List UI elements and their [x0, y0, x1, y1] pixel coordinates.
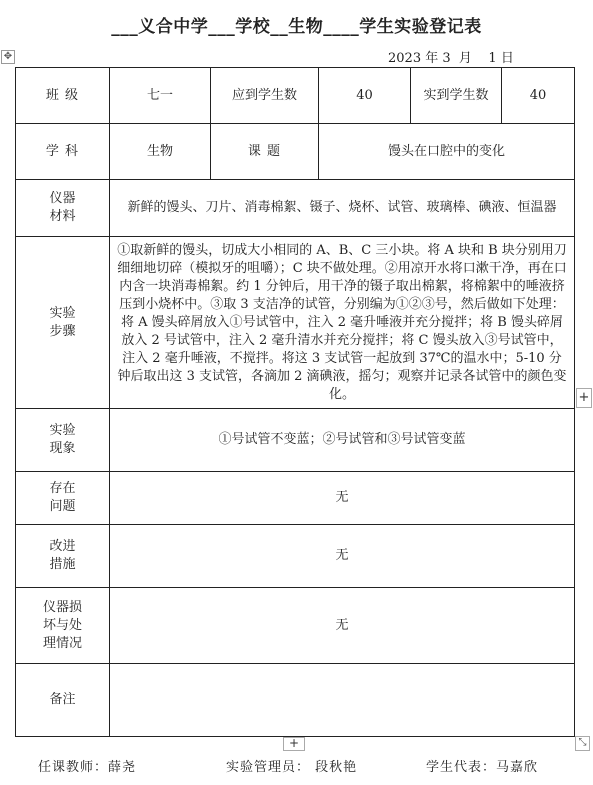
problems-label-line1: 存在 [49, 481, 76, 496]
damage-value[interactable]: 无 [110, 588, 575, 664]
problems-row [16, 472, 575, 525]
expected-count-value[interactable]: 40 [319, 68, 411, 124]
improvements-label-line2: 措施 [49, 557, 76, 572]
steps-row [16, 237, 575, 409]
class-label: 班 级 [16, 68, 110, 124]
phenomenon-row [16, 409, 575, 472]
steps-label-line2: 步骤 [49, 323, 76, 339]
steps-value[interactable]: ①取新鲜的馒头，切成大小相同的 A、B、C 三小块。将 A 块和 B 块分别用刀细细地切碎（模拟牙的咀嚼）；C 块不做处理。②用凉开水将口漱干净，再在口内含一块消毒棉絮。约 1 分钟后，用干净的镊子取出棉絮，将棉絮中的唾液挤压到小烧杯中。③取 3 支洁净的试管，分别编为①②③号，然后做如下处理：将 A 馒头碎屑放入①号试管中，注入 2 毫升唾液并充分搅拌；将 B 馒头碎屑放入 2 号试管中，注入 2 毫升清水并充分搅拌；将 C 馒头放入③号试管中，注入 2 毫升唾液，不搅拌。将这 3 支试管一起放到 37℃的温水中；5-10 分钟后取出这 3 支试管，各滴加 2 滴碘液，摇匀；观察并记录各试管中的颜色变化。 [110, 237, 575, 409]
problems-value[interactable]: 无 [110, 472, 575, 525]
damage-label [16, 588, 110, 664]
damage-label-line2: 坏与处 [42, 617, 82, 633]
table-resize-icon[interactable]: ⤡ [575, 736, 590, 751]
equipment-label-line1: 仪器 [49, 191, 76, 206]
actual-count-value[interactable]: 40 [502, 68, 575, 124]
actual-count-label: 实到学生数 [411, 68, 502, 124]
phenomenon-value[interactable]: ①号试管不变蓝；②号试管和③号试管变蓝 [110, 409, 575, 472]
problems-label-line2: 问题 [49, 499, 76, 514]
table-move-icon[interactable]: ✥ [1, 50, 15, 64]
notes-label: 备注 [16, 664, 110, 737]
improvements-label-line1: 改进 [49, 539, 76, 554]
class-value[interactable]: 七一 [110, 68, 211, 124]
phenomenon-label-line1: 实验 [49, 423, 76, 438]
phenomenon-label [16, 409, 110, 472]
document-title: ___义合中学___学校__生物____学生实验登记表 [111, 17, 482, 37]
topic-value[interactable]: 馒头在口腔中的变化 [319, 124, 575, 180]
expected-count-label: 应到学生数 [211, 68, 319, 124]
notes-row [16, 664, 575, 737]
improvements-label [16, 525, 110, 588]
steps-label [16, 237, 110, 409]
subject-value[interactable]: 生物 [110, 124, 211, 180]
equipment-value[interactable]: 新鲜的馒头、刀片、消毒棉絮、镊子、烧杯、试管、玻璃棒、碘液、恒温器 [110, 180, 575, 237]
student-representative: 学生代表：马嘉欣 [426, 760, 539, 775]
steps-label-line1: 实验 [49, 305, 76, 321]
topic-label: 课 题 [211, 124, 319, 180]
class-row [16, 68, 575, 124]
registration-table [15, 67, 575, 737]
add-column-plus-icon[interactable]: + [576, 388, 592, 408]
record-date: 2023 年 3 月 1 日 [388, 51, 514, 66]
subject-row [16, 124, 575, 180]
equipment-row [16, 180, 575, 237]
improvements-row [16, 525, 575, 588]
problems-label [16, 472, 110, 525]
notes-value[interactable] [110, 664, 575, 737]
equipment-label-line2: 材料 [49, 209, 76, 224]
equipment-label [16, 180, 110, 237]
damage-row [16, 588, 575, 664]
subject-label: 学 科 [16, 124, 110, 180]
improvements-value[interactable]: 无 [110, 525, 575, 588]
damage-label-line1: 仪器损 [42, 599, 82, 615]
damage-label-line3: 理情况 [42, 635, 82, 651]
manager-signature: 实验管理员： 段秋艳 [226, 760, 358, 775]
teacher-signature: 任课教师：薛尧 [38, 760, 137, 775]
phenomenon-label-line2: 现象 [49, 441, 76, 456]
add-row-plus-icon[interactable]: + [283, 737, 305, 751]
